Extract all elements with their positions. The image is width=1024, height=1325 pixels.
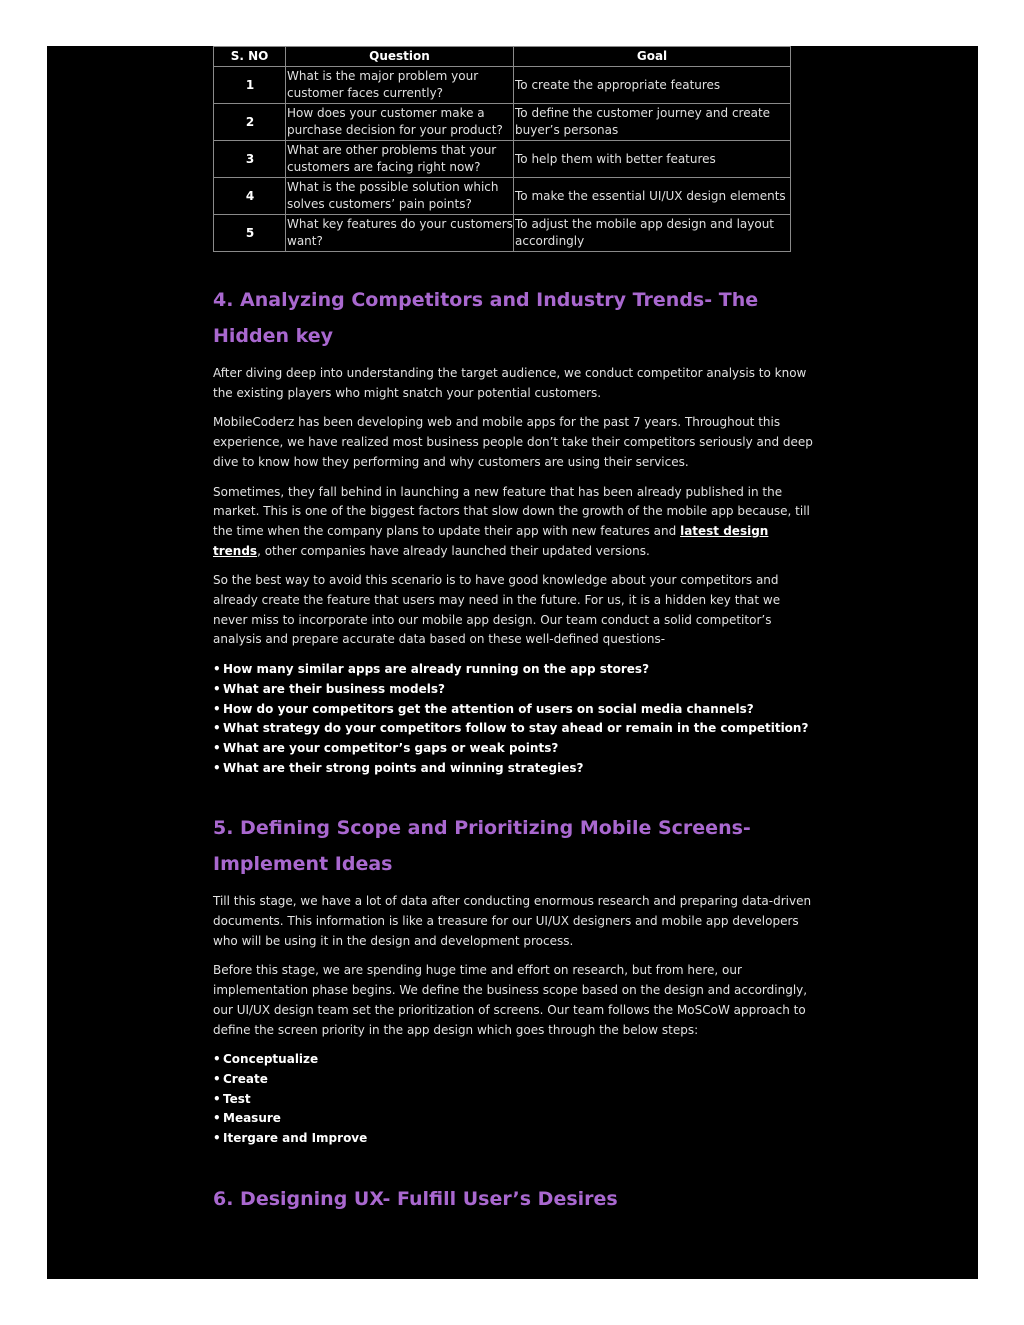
list-item: • What strategy do your competitors follow to stay ahead or remain in the competition? xyxy=(213,719,813,739)
row-question: What is the possible solution which solves customers’ pain points? xyxy=(286,178,514,215)
list-item: • How many similar apps are already running on the app stores? xyxy=(213,660,813,680)
section-4-heading: 4. Analyzing Competitors and Industry Trends- The Hidden key xyxy=(213,289,759,347)
section-5-paragraph-2: Before this stage, we are spending huge time and effort on research, but from here, our implementation phase begins. We define the business scope based on the design and accordingly, our UI/UX design team set the prioritization of screens. Our team follows the MoSCoW approach to define the screen priority in the app design which goes through the below steps: xyxy=(213,963,808,1037)
section-4-paragraph-2: MobileCoderz has been developing web and mobile apps for the past 7 years. Throughout this experience, we have realized most business people don’t take their competitors seriously and deep dive to know how they performing and why customers are using their services. xyxy=(213,415,813,469)
table-header-row xyxy=(214,47,791,67)
list-item: • What are their business models? xyxy=(213,680,813,700)
table-row xyxy=(214,104,791,141)
questions-table xyxy=(213,46,791,252)
row-question: What are other problems that your customers are facing right now? xyxy=(286,141,514,178)
header-question: Question xyxy=(286,47,514,67)
header-goal: Goal xyxy=(514,47,791,67)
list-item: • What are their strong points and winning strategies? xyxy=(213,759,813,779)
paragraph-text: , other companies have already launched their updated versions. xyxy=(257,543,650,558)
table-row xyxy=(214,141,791,178)
row-goal: To help them with better features xyxy=(514,141,791,178)
row-number: 5 xyxy=(214,215,286,252)
list-item: • Test xyxy=(213,1090,813,1110)
latest-design-trends-link[interactable]: latest design trends xyxy=(213,523,769,558)
section-4-paragraph-1: After diving deep into understanding the target audience, we conduct competitor analysis to know the existing players who might snatch your potential customers. xyxy=(213,366,807,400)
row-goal: To adjust the mobile app design and layout accordingly xyxy=(514,215,791,252)
list-item: • Measure xyxy=(213,1109,813,1129)
moscow-steps-list xyxy=(213,1050,813,1149)
table-row xyxy=(214,178,791,215)
table-row xyxy=(214,67,791,104)
list-item: • Create xyxy=(213,1070,813,1090)
row-number: 4 xyxy=(214,178,286,215)
list-item: • Conceptualize xyxy=(213,1050,813,1070)
section-6-heading: 6. Designing UX- Fulfill User’s Desires xyxy=(213,1187,618,1210)
section-4-paragraph-4: So the best way to avoid this scenario is to have good knowledge about your competitors and already create the feature that users may need in the future. For us, it is a hidden key that we never miss to incorporate into our mobile app design. Our team conduct a solid competitor’s analysis and prepare accurate data based on these well-defined questions- xyxy=(213,573,781,647)
section-5-paragraph-1: Till this stage, we have a lot of data after conducting enormous research and preparing data-driven documents. This information is like a treasure for our UI/UX designers and mobile app developers who will be using it in the design and development process. xyxy=(213,894,812,948)
list-item: • What are your competitor’s gaps or weak points? xyxy=(213,739,813,759)
row-number: 1 xyxy=(214,67,286,104)
document-page xyxy=(47,46,978,1279)
list-item: • Itergare and Improve xyxy=(213,1129,813,1149)
list-item: • How do your competitors get the attention of users on social media channels? xyxy=(213,700,813,720)
row-goal: To create the appropriate features xyxy=(514,67,791,104)
row-question: How does your customer make a purchase decision for your product? xyxy=(286,104,514,141)
header-sno: S. NO xyxy=(214,47,286,67)
article-content xyxy=(213,46,813,1217)
row-number: 3 xyxy=(214,141,286,178)
paragraph-text: Sometimes, they fall behind in launching a new feature that has been already published in the market. This is one of the biggest factors that slow down the growth of the mobile app because, till the time when the company plans to update their app with new features and xyxy=(213,484,810,538)
competitor-questions-list xyxy=(213,660,813,778)
table-row xyxy=(214,215,791,252)
row-question: What is the major problem your customer faces currently? xyxy=(286,67,514,104)
section-4-paragraph-3 xyxy=(213,483,813,562)
row-question: What key features do your customers want? xyxy=(286,215,514,252)
section-5-heading: 5. Defining Scope and Prioritizing Mobile Screens- Implement Ideas xyxy=(213,817,751,876)
row-goal: To define the customer journey and create buyer’s personas xyxy=(514,104,791,141)
row-goal: To make the essential UI/UX design elements xyxy=(514,178,791,215)
row-number: 2 xyxy=(214,104,286,141)
